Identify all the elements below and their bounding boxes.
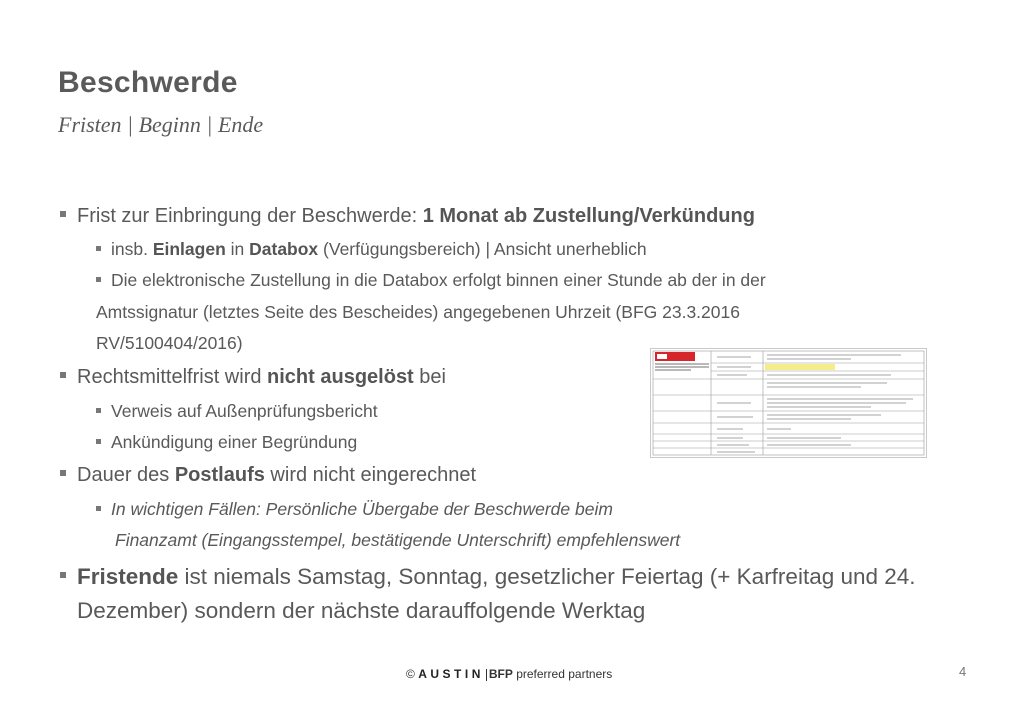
bullet-verweis: Verweis auf Außenprüfungsbericht — [96, 401, 378, 422]
bullet-marker — [96, 246, 101, 251]
bullet-fristende: Fristende ist niemals Samstag, Sonntag, gesetzlicher Feiertag (+ Karfreitag und 24. — [60, 564, 916, 590]
bullet-zustellung-line3: RV/5100404/2016) — [96, 333, 243, 353]
bullet-marker — [96, 506, 101, 511]
bullet-marker — [96, 277, 101, 282]
bullet-marker — [60, 572, 66, 578]
page-number: 4 — [959, 664, 967, 679]
bullet-fristende-line2: Dezember) sondern der nächste darauffolgende Werktag — [77, 598, 646, 623]
bullet-postlauf: Dauer des Postlaufs wird nicht eingerechnet — [60, 464, 476, 487]
bullet-marker — [60, 470, 66, 476]
bullet-frist: Frist zur Einbringung der Beschwerde: 1 Monat ab Zustellung/Verkündung — [60, 205, 755, 228]
bullet-marker — [96, 439, 101, 444]
bullet-zustellung: Die elektronische Zustellung in die Databox erfolgt binnen einer Stunde ab der in der — [96, 270, 766, 291]
slide-title: Beschwerde — [58, 66, 238, 99]
bullet-marker — [96, 408, 101, 413]
bullet-uebergabe: In wichtigen Fällen: Persönliche Übergabe der Beschwerde beim — [96, 499, 613, 520]
signature-table-graphic — [651, 349, 926, 457]
slide-subtitle: Fristen | Beginn | Ende — [58, 112, 264, 137]
footer-separator — [486, 669, 487, 681]
bullet-marker — [60, 211, 66, 217]
bullet-zustellung-line2: Amtssignatur (letztes Seite des Bescheides) angegebenen Uhrzeit (BFG 23.3.2016 — [96, 302, 740, 322]
footer-logo: © AUSTIN BFP preferred partners — [406, 667, 613, 681]
bullet-marker — [60, 372, 66, 378]
amtssignatur-image — [650, 348, 927, 458]
bullet-ankuendigung: Ankündigung einer Begründung — [96, 432, 357, 453]
bullet-rechtsmittelfrist: Rechtsmittelfrist wird nicht ausgelöst bei — [60, 366, 446, 389]
bullet-uebergabe-line2: Finanzamt (Eingangsstempel, bestätigende Unterschrift) empfehlenswert — [115, 530, 681, 550]
bullet-einlagen: insb. Einlagen in Databox (Verfügungsbereich) | Ansicht unerheblich — [96, 239, 647, 260]
